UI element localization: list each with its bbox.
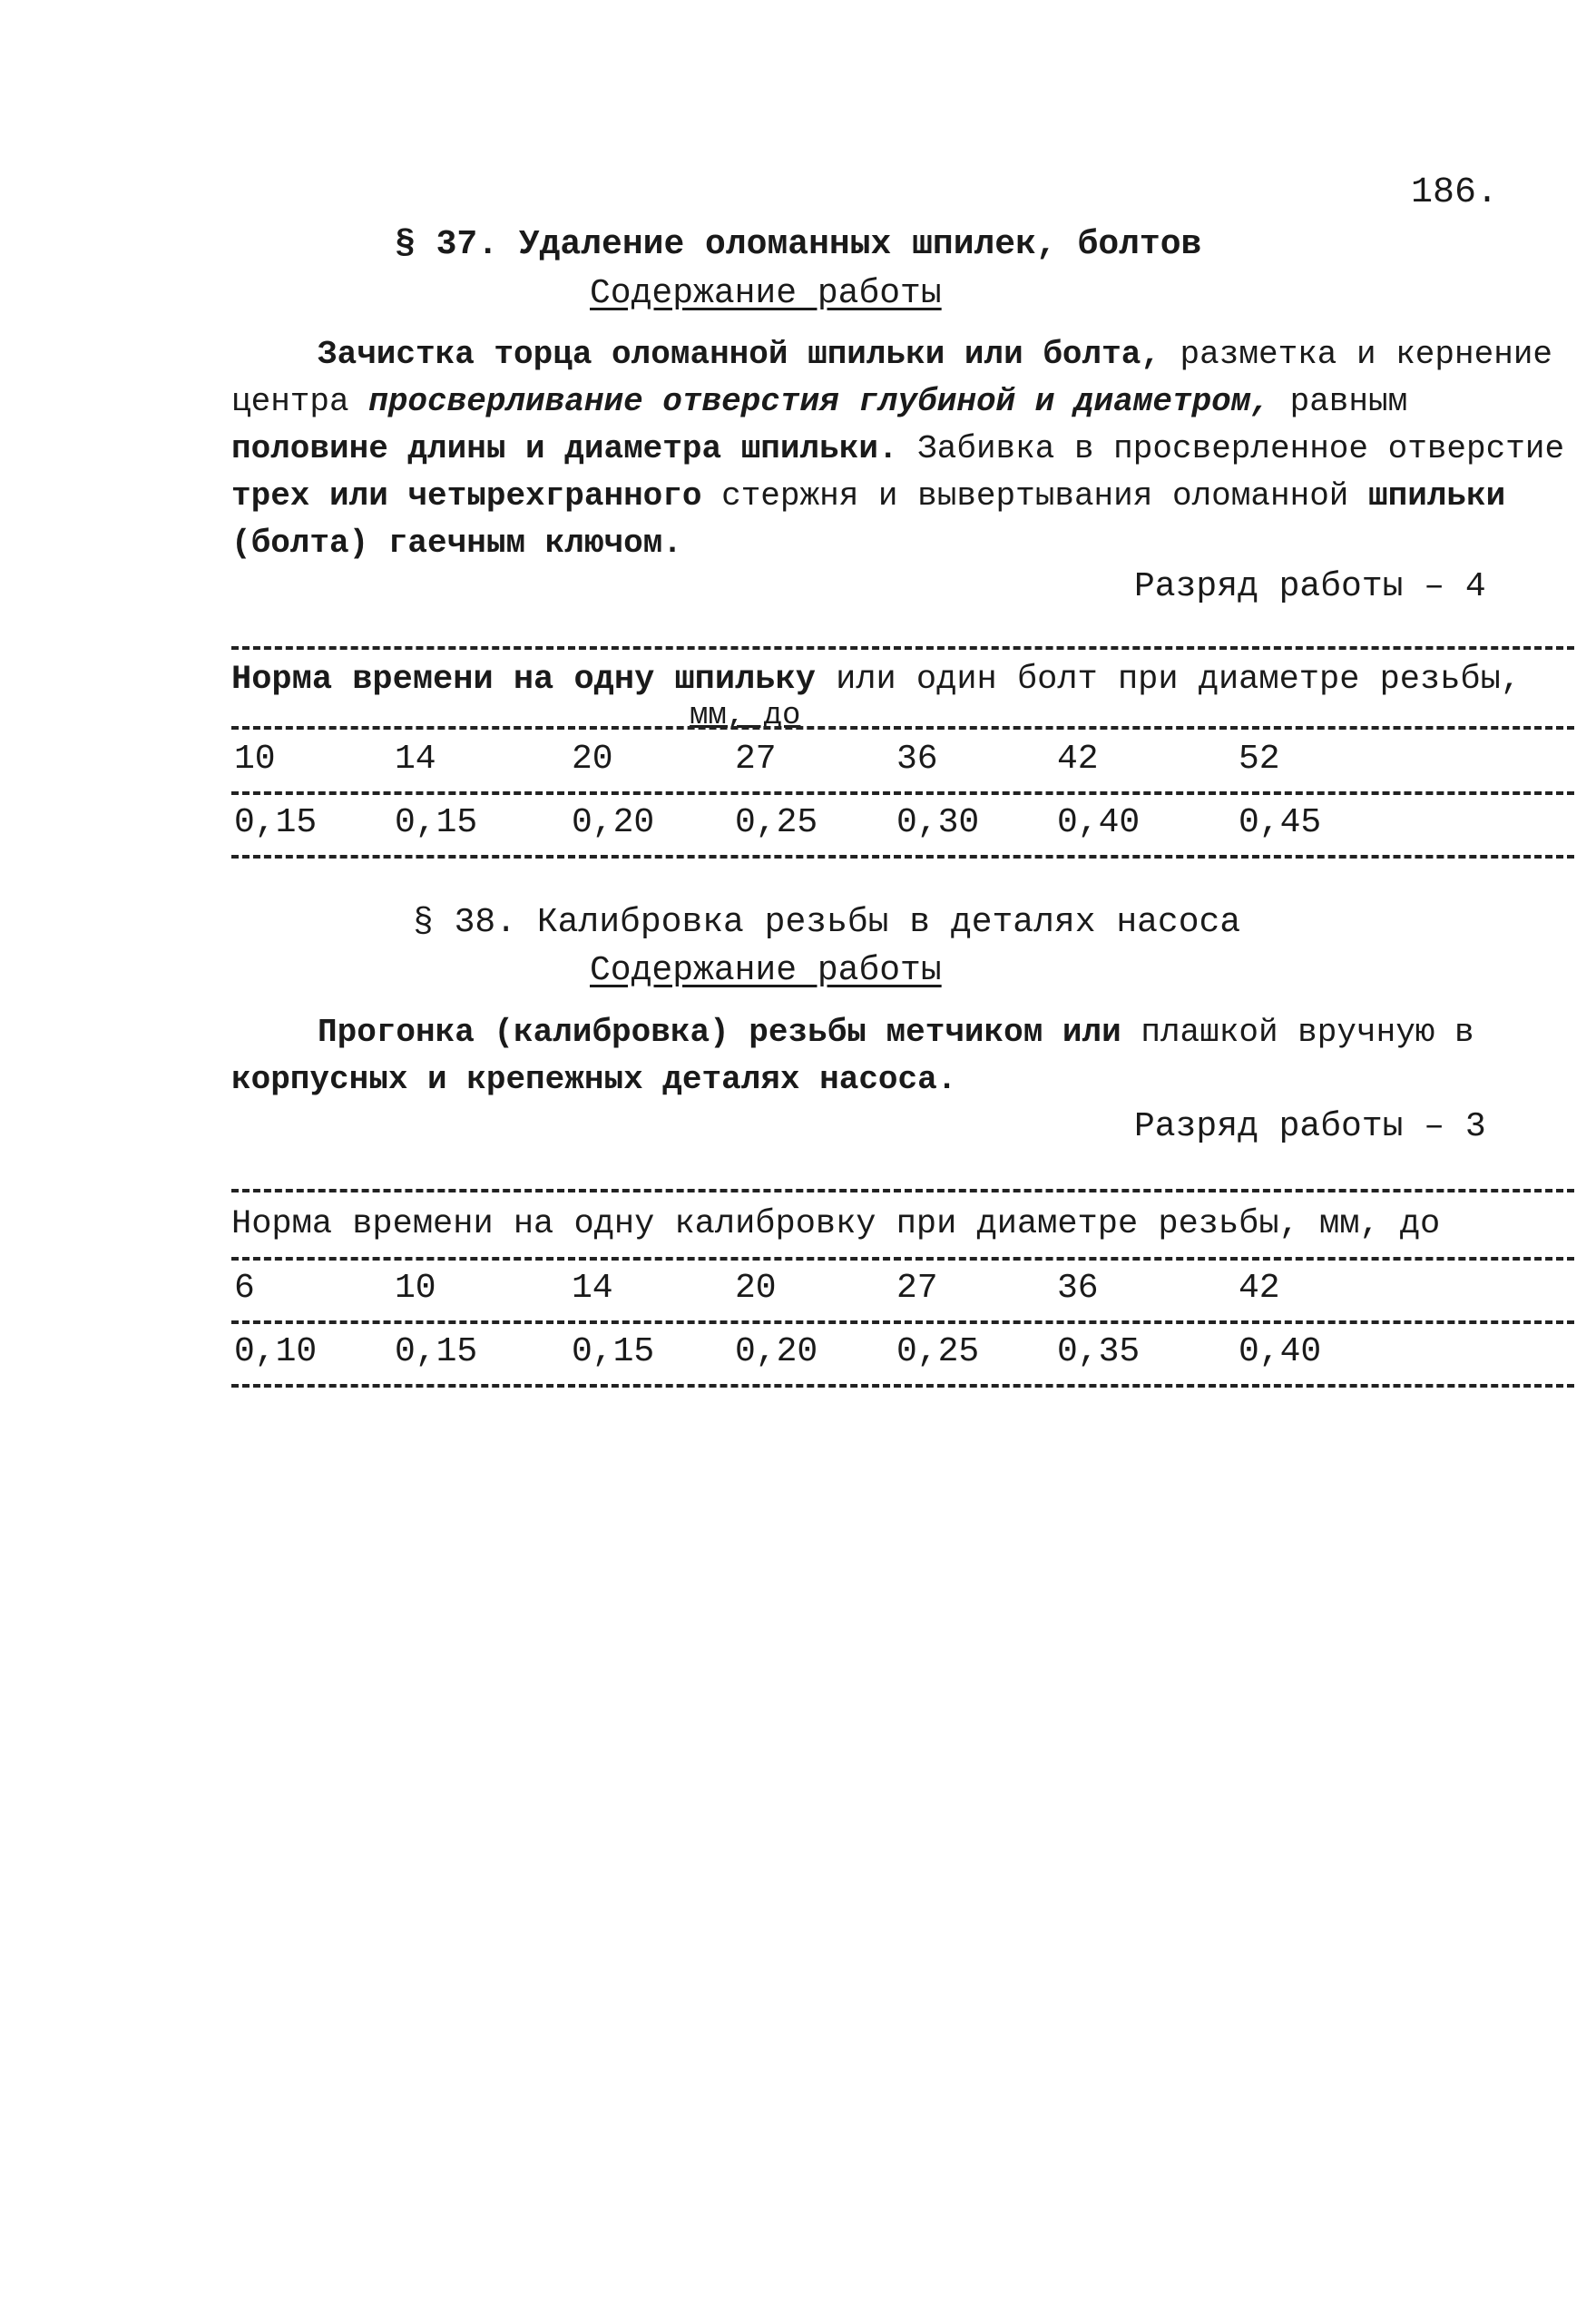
table-38-norm-cell-3: 0,20 xyxy=(735,1332,818,1371)
table-37-diameter-cell-2: 20 xyxy=(572,740,613,779)
table-38-norm-cell-2: 0,15 xyxy=(572,1332,655,1371)
section-37-body xyxy=(231,331,1574,567)
table-38-rule-bottom xyxy=(231,1384,1574,1388)
table-37-diameter-cell-3: 27 xyxy=(735,740,777,779)
s38-text-3: корпусных и крепежных деталях насоса. xyxy=(231,1061,957,1098)
table-37-norm-cell-3: 0,25 xyxy=(735,803,818,842)
s38-text-1: Прогонка (калибровка) резьбы метчиком или xyxy=(318,1014,1121,1051)
table-37-rule-2 xyxy=(231,726,1574,730)
table-38-rule-top xyxy=(231,1189,1574,1192)
t37-header-normal: или один болт при диаметре резьбы, xyxy=(815,661,1522,699)
section-37-title: § 37. Удаление оломанных шпилек, болтов xyxy=(395,225,1202,264)
s38-text-2: плашкой вручную в xyxy=(1121,1014,1474,1051)
table-38-rule-3 xyxy=(231,1320,1574,1324)
section-38-body xyxy=(231,1009,1574,1104)
s37-text-8: стержня и вывертывания оломанной xyxy=(701,477,1349,515)
table-37-diameter-cell-6: 52 xyxy=(1239,740,1280,779)
s37-text-4: равным xyxy=(1270,383,1408,420)
section-38-grade: Разряд работы – 3 xyxy=(1134,1107,1486,1146)
table-38-norm-cell-4: 0,25 xyxy=(896,1332,980,1371)
table-38-norm-cell-5: 0,35 xyxy=(1057,1332,1141,1371)
table-37-diameter-cell-1: 14 xyxy=(395,740,436,779)
s37-text-5: половине длины и диаметра шпильки. xyxy=(231,430,898,467)
table-37-rule-3 xyxy=(231,791,1574,795)
table-38-diameter-cell-2: 14 xyxy=(572,1269,613,1308)
t37-header-bold: Норма времени на одну шпильку xyxy=(231,661,816,699)
table-37-diameter-cell-4: 36 xyxy=(896,740,938,779)
table-38-diameter-cell-6: 42 xyxy=(1239,1269,1280,1308)
table-38-norm-cell-0: 0,10 xyxy=(234,1332,318,1371)
page-number: 186. xyxy=(1411,172,1499,213)
table-38-header: Норма времени на одну калибровку при диаметре резьбы, мм, до xyxy=(231,1205,1441,1243)
s37-text-2: разметка и кернение центра xyxy=(231,336,1553,420)
table-38-rule-2 xyxy=(231,1257,1574,1261)
table-37-norm-cell-0: 0,15 xyxy=(234,803,318,842)
table-37-norm-cell-4: 0,30 xyxy=(896,803,980,842)
s37-text-3: просверливание отверстия глубиной и диаметром, xyxy=(348,383,1270,420)
section-37-subtitle: Содержание работы xyxy=(590,274,942,313)
table-38-diameter-cell-3: 20 xyxy=(735,1269,777,1308)
s37-text-7: трех или четырехгранного xyxy=(231,477,702,515)
table-37-norm-cell-6: 0,45 xyxy=(1239,803,1322,842)
table-37-header xyxy=(231,661,1521,699)
table-37-norm-cell-1: 0,15 xyxy=(395,803,478,842)
table-37-rule-bottom xyxy=(231,855,1574,859)
section-38-title: § 38. Калибровка резьбы в деталях насоса xyxy=(413,903,1241,942)
table-37-diameter-cell-5: 42 xyxy=(1057,740,1099,779)
table-38-diameter-cell-4: 27 xyxy=(896,1269,938,1308)
s37-text-1: Зачистка торца оломанной шпильки или болта, xyxy=(318,336,1160,373)
table-37-rule-top xyxy=(231,646,1574,650)
table-38-diameter-cell-0: 6 xyxy=(234,1269,255,1308)
table-37-norm-cell-2: 0,20 xyxy=(572,803,655,842)
table-38-norm-cell-6: 0,40 xyxy=(1239,1332,1322,1371)
table-38-diameter-cell-5: 36 xyxy=(1057,1269,1099,1308)
s37-text-6: Забивка в просверленное отверстие xyxy=(897,430,1565,467)
table-38-norm-cell-1: 0,15 xyxy=(395,1332,478,1371)
section-38-subtitle: Содержание работы xyxy=(590,951,942,990)
table-38-diameter-cell-1: 10 xyxy=(395,1269,436,1308)
table-37-unit: мм, до xyxy=(690,699,801,733)
section-37-grade: Разряд работы – 4 xyxy=(1134,567,1486,606)
s37-text-9: шпильки (болта) гаечным ключом. xyxy=(231,477,1506,562)
table-37-diameter-cell-0: 10 xyxy=(234,740,276,779)
table-37-norm-cell-5: 0,40 xyxy=(1057,803,1141,842)
